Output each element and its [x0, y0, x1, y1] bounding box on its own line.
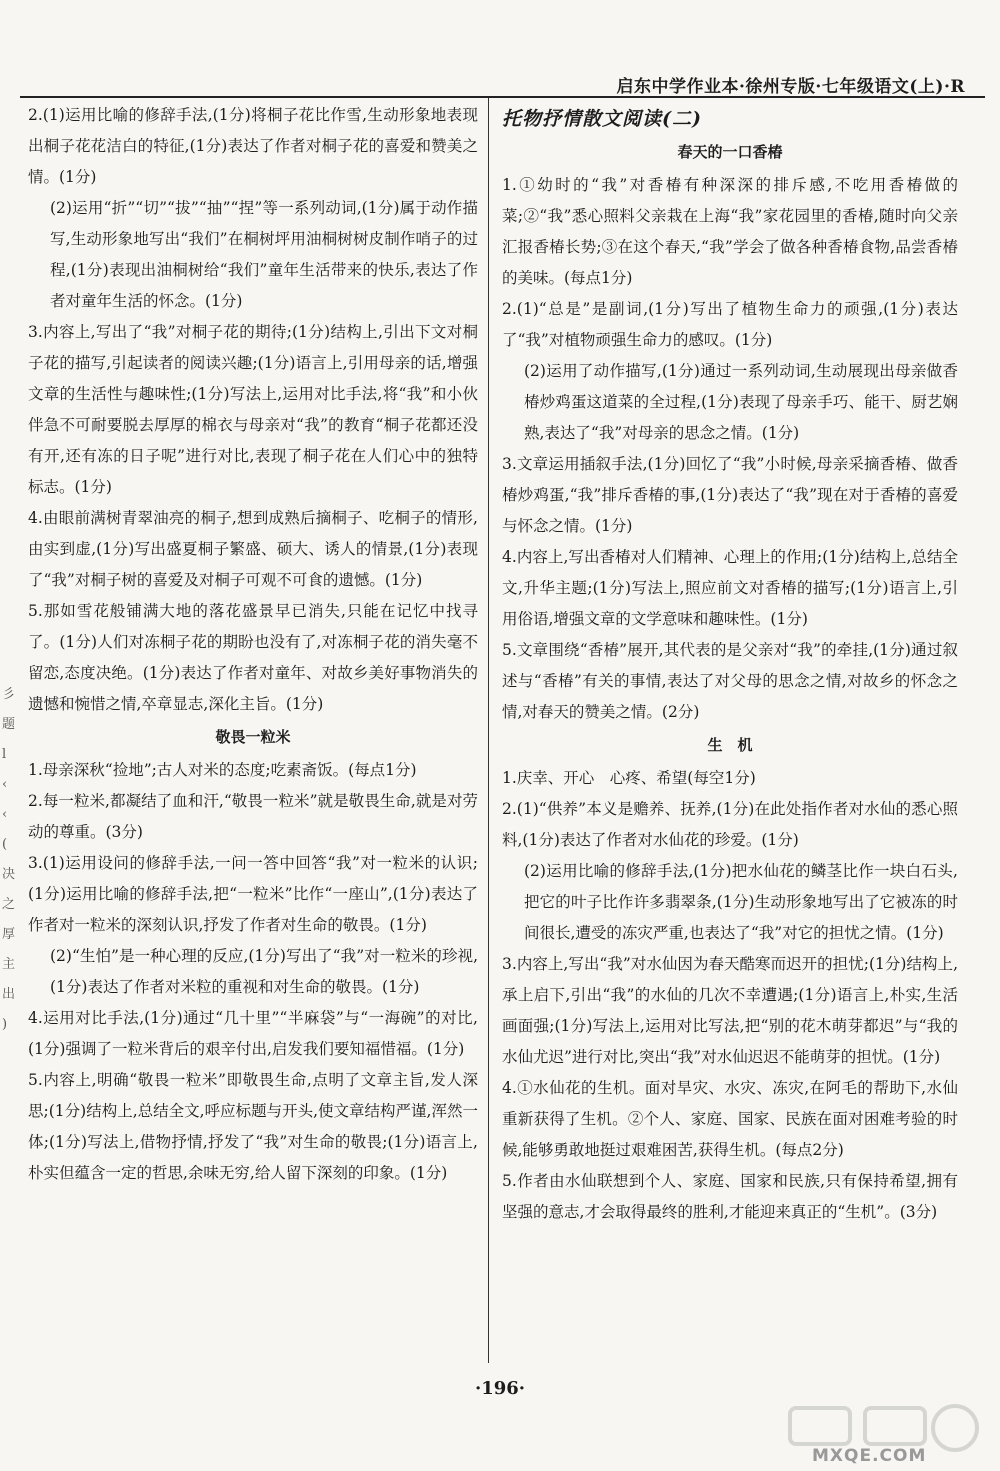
answer-paragraph: 5.作者由水仙联想到个人、家庭、国家和民族,只有保持希望,拥有坚强的意志,才会取得最终的胜利,才能迎来真正的“生机”。(3分): [502, 1172, 958, 1221]
answer-paragraph: 2.(1)运用比喻的修辞手法,(1分)将桐子花比作雪,生动形象地表现出桐子花花洁白的特征,(1分)表达了作者对桐子花的喜爱和赞美之情。(1分): [28, 106, 478, 186]
answer-paragraph: 2.(1)“供养”本义是赡养、抚养,(1分)在此处指作者对水仙的悉心照料,(1分)表达了作者对水仙花的珍爱。(1分): [502, 800, 958, 849]
answer-paragraph: 2.每一粒米,都凝结了血和汗,“敬畏一粒米”就是敬畏生命,就是对劳动的尊重。(3分): [28, 792, 478, 841]
left-column: [28, 100, 478, 1189]
header-rule: [20, 96, 985, 98]
answer-paragraph: (2)运用“折”“切”“拔”“抽”“捏”等一系列动词,(1分)属于动作描写,生动形象地写出“我们”在桐树坪用油桐树树皮制作哨子的过程,(1分)表现出油桐树给“我们”童年生活带来的快乐,表达了作者对童年生活的怀念。(1分): [50, 199, 478, 310]
answer-paragraph: 3.文章运用插叙手法,(1分)回忆了“我”小时候,母亲采摘香椿、做香椿炒鸡蛋,“我”排斥香椿的事,(1分)表达了“我”现在对于香椿的喜爱与怀念之情。(1分): [502, 455, 958, 535]
answer-paragraph: 4.①水仙花的生机。面对旱灾、水灾、冻灾,在阿毛的帮助下,水仙重新获得了生机。②个人、家庭、国家、民族在面对困难考验的时候,能够勇敢地挺过艰难困苦,获得生机。(每点2分): [502, 1079, 958, 1159]
column-divider: [488, 98, 489, 1363]
answer-paragraph: 5.内容上,明确“敬畏一粒米”即敬畏生命,点明了文章主旨,发人深思;(1分)结构上,总结全文,呼应标题与开头,使文章结构严谨,浑然一体;(1分)写法上,借物抒情,抒发了“我”对生命的敬畏;(1分)语言上,朴实但蕴含一定的哲思,余味无穷,给人留下深刻的印象。(1分): [28, 1071, 478, 1182]
section-title: 敬畏一粒米: [215, 728, 291, 746]
answer-paragraph: 1.母亲深秋“捡地”;古人对米的态度;吃素斋饭。(每点1分): [28, 761, 417, 779]
answer-paragraph: 2.(1)“总是”是副词,(1分)写出了植物生命力的顽强,(1分)表达了“我”对植物顽强生命力的感叹。(1分): [502, 300, 958, 349]
watermark-text: MXQE.COM: [812, 1446, 927, 1466]
unit-title: 托物抒情散文阅读(二): [502, 108, 702, 130]
answer-paragraph: 3.内容上,写出了“我”对桐子花的期待;(1分)结构上,引出下文对桐子花的描写,引起读者的阅读兴趣;(1分)语言上,引用母亲的话,增强文章的生活性与趣味性;(1分)写法上,运用对比手法,将“我”和小伙伴急不可耐要脱去厚厚的棉衣与母亲对“我”的教育“桐子花都还没有开,还有冻的日子呢”进行对比,表现了桐子花在人们心中的独特标志。(1分): [28, 323, 478, 496]
answer-paragraph: 1.庆幸、开心 心疼、希望(每空1分): [502, 769, 756, 787]
answer-paragraph: 4.运用对比手法,(1分)通过“几十里”“半麻袋”与“一海碗”的对比,(1分)强调了一粒米背后的艰辛付出,启发我们要知福惜福。(1分): [28, 1009, 478, 1058]
answer-paragraph: (2)运用比喻的修辞手法,(1分)把水仙花的鳞茎比作一块白石头,把它的叶子比作许多翡翠条,(1分)生动形象地写出了它被冻的时间很长,遭受的冻灾严重,也表达了“我”对它的担忧之情。(1分): [524, 862, 958, 942]
answer-paragraph: (2)“生怕”是一种心理的反应,(1分)写出了“我”对一粒米的珍视,(1分)表达了作者对米粒的重视和对生命的敬畏。(1分): [50, 947, 478, 996]
answer-paragraph: 5.那如雪花般铺满大地的落花盛景早已消失,只能在记忆中找寻了。(1分)人们对冻桐子花的期盼也没有了,对冻桐子花的消失毫不留恋,态度决绝。(1分)表达了作者对童年、对故乡美好事物消失的遗憾和惋惜之情,卒章显志,深化主旨。(1分): [28, 602, 478, 713]
answer-paragraph: 1.①幼时的“我”对香椿有种深深的排斥感,不吃用香椿做的菜;②“我”悉心照料父亲栽在上海“我”家花园里的香椿,随时向父亲汇报香椿长势;③在这个春天,“我”学会了做各种香椿食物,品尝香椿的美味。(每点1分): [502, 176, 958, 287]
section-title: 春天的一口香椿: [677, 143, 783, 161]
answer-paragraph: (2)运用了动作描写,(1分)通过一系列动词,生动展现出母亲做香椿炒鸡蛋这道菜的全过程,(1分)表现了母亲手巧、能干、厨艺娴熟,表达了“我”对母亲的思念之情。(1分): [524, 362, 958, 442]
section-title: 生 机: [707, 736, 753, 754]
right-column: [502, 100, 958, 1228]
running-header: 启东中学作业本·徐州专版·七年级语文(上)·R: [616, 77, 965, 97]
cropped-edge-text: 彡 题 l ‹ ‹ ( 决 之 厚 主 出 ): [2, 687, 16, 1032]
answer-paragraph: 5.文章围绕“香椿”展开,其代表的是父亲对“我”的牵挂,(1分)通过叙述与“香椿”有关的事情,表达了对父母的思念之情,对故乡的怀念之情,对春天的赞美之情。(2分): [502, 641, 958, 721]
answer-paragraph: 3.内容上,写出“我”对水仙因为春天酷寒而迟开的担忧;(1分)结构上,承上启下,引出“我”的水仙的几次不幸遭遇;(1分)语言上,朴实,生活画面强;(1分)写法上,运用对比写法,把“别的花木萌芽都迟”与“我的水仙尤迟”进行对比,突出“我”对水仙迟迟不能萌芽的担忧。(1分): [502, 955, 958, 1066]
answer-paragraph: 3.(1)运用设问的修辞手法,一问一答中回答“我”对一粒米的认识;(1分)运用比喻的修辞手法,把“一粒米”比作“一座山”,(1分)表达了作者对一粒米的深刻认识,抒发了作者对生命的敬畏。(1分): [28, 854, 478, 934]
answer-paragraph: 4.内容上,写出香椿对人们精神、心理上的作用;(1分)结构上,总结全文,升华主题;(1分)写法上,照应前文对香椿的描写;(1分)语言上,引用俗语,增强文章的文学意味和趣味性。(1分): [502, 548, 958, 628]
page-number: ·196·: [474, 1378, 526, 1399]
answer-paragraph: 4.由眼前满树青翠油亮的桐子,想到成熟后摘桐子、吃桐子的情形,由实到虚,(1分)写出盛夏桐子繁盛、硕大、诱人的情景,(1分)表现了“我”对桐子树的喜爱及对桐子可观不可食的遗憾。(1分): [28, 509, 478, 589]
